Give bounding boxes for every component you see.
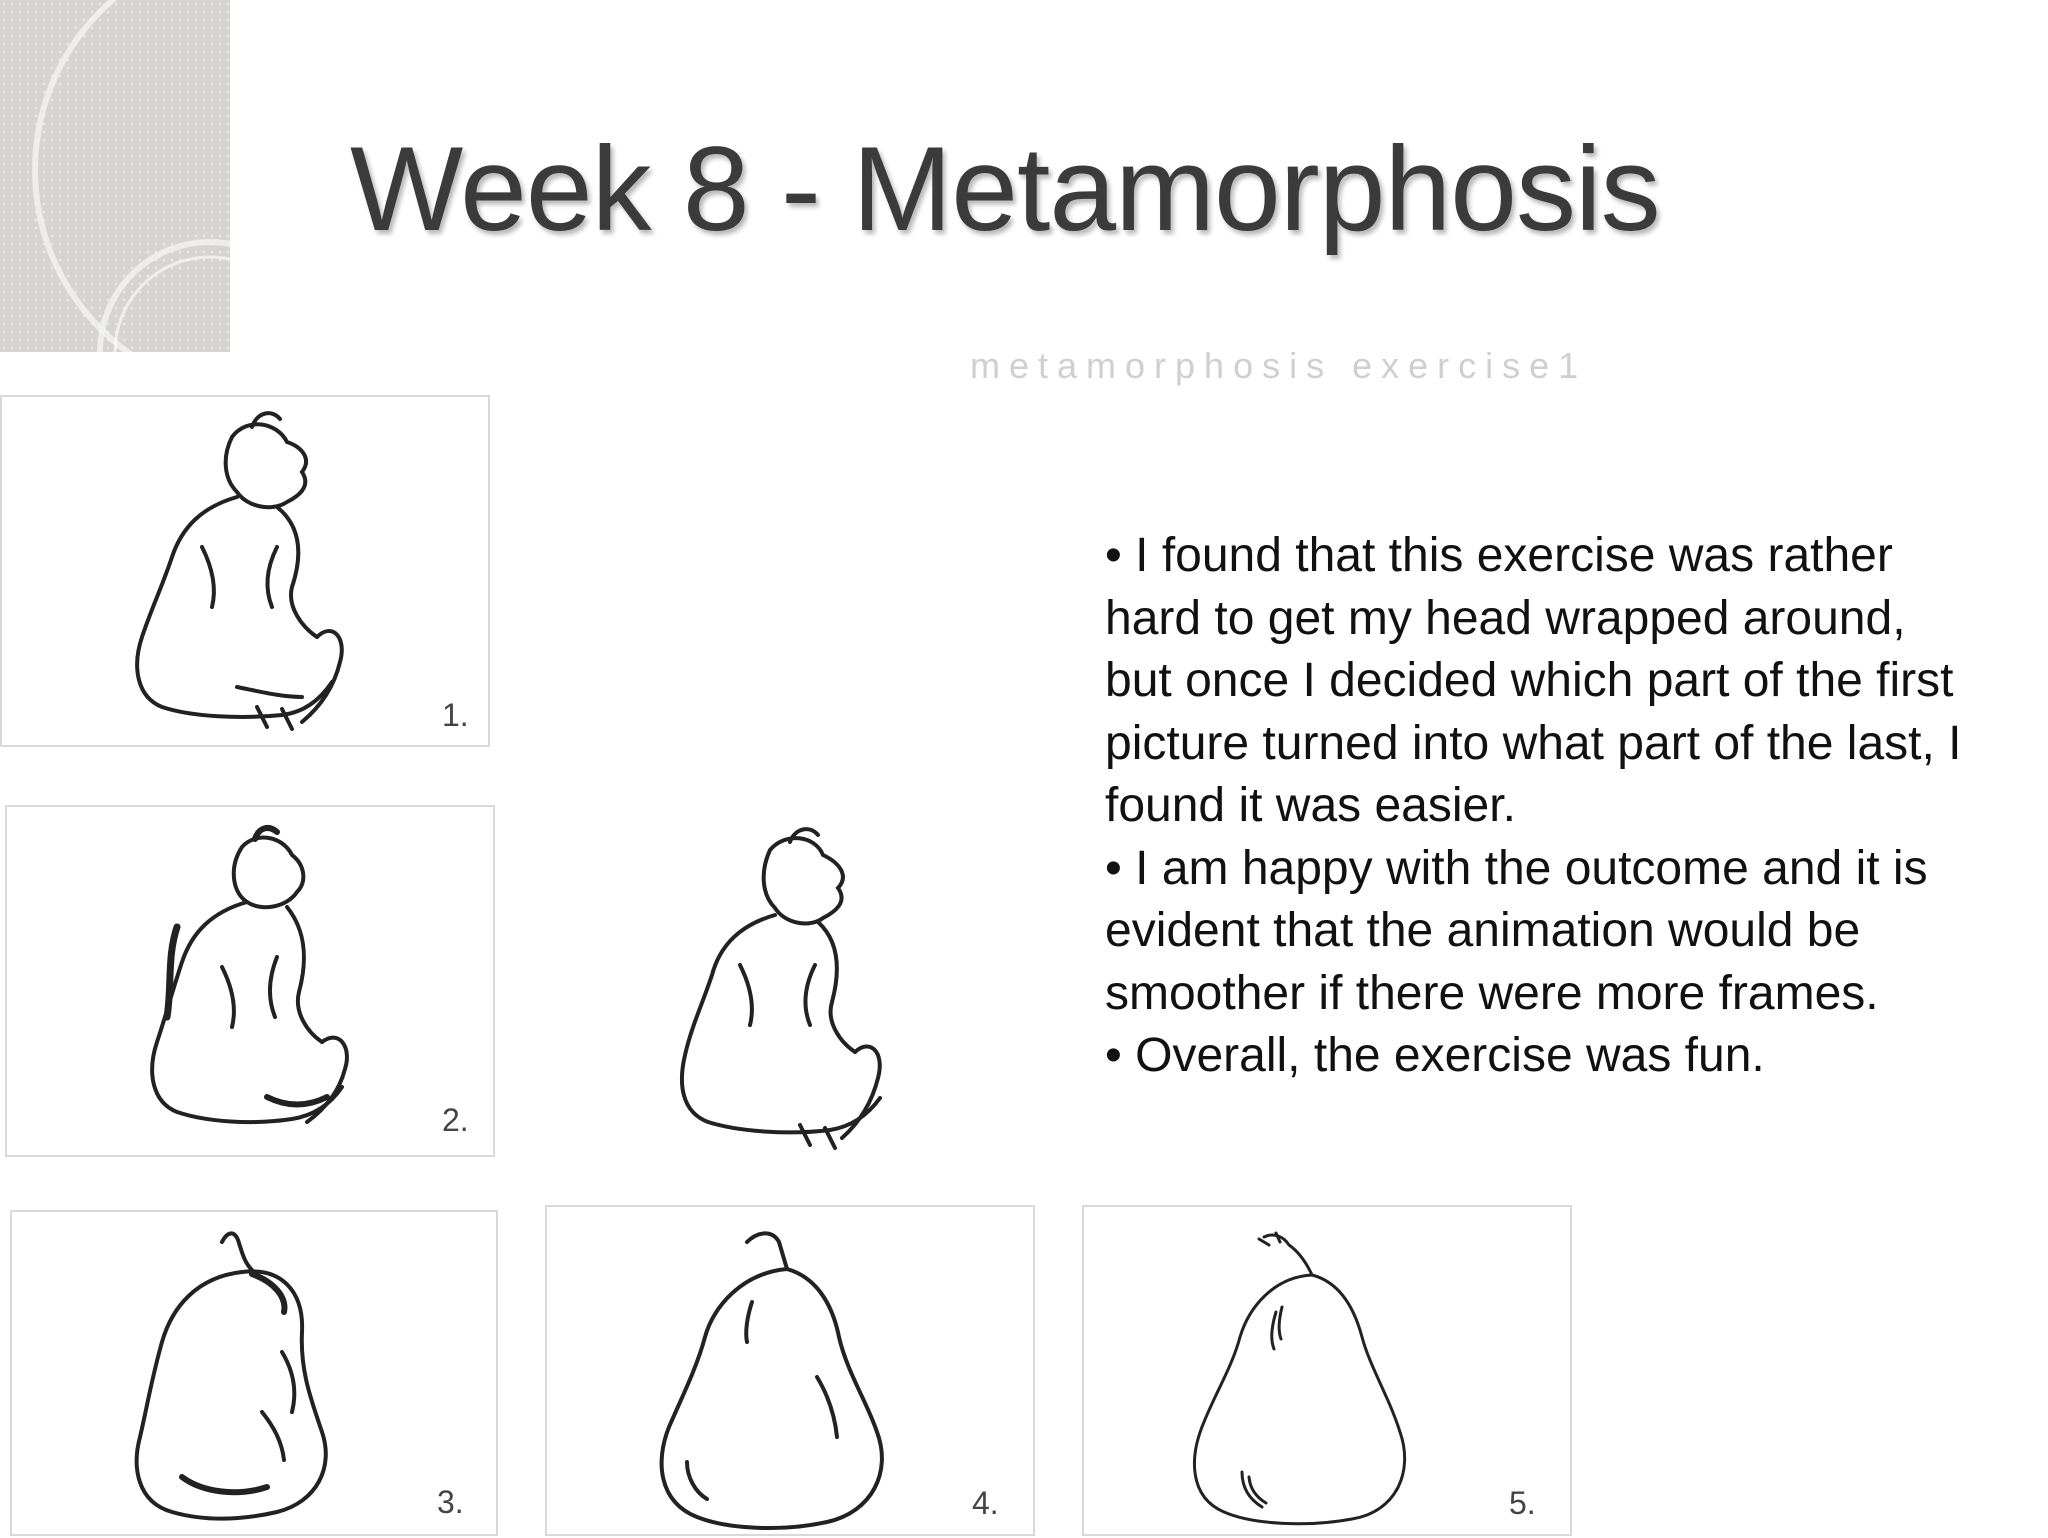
slide-title: Week 8 - Metamorphosis — [350, 122, 1660, 256]
frame-number-2: 2. — [442, 1102, 469, 1138]
frame-number-5: 5. — [1509, 1485, 1536, 1521]
frame-1 — [0, 395, 490, 747]
exercise-label: metamorphosis exercise1 — [970, 345, 1588, 386]
seated-figure-drawing — [7, 807, 497, 1159]
frame-3 — [10, 1210, 498, 1536]
figure-drawing-unframed — [660, 820, 920, 1160]
bullet-list — [1105, 525, 1965, 1088]
frame-5 — [1082, 1205, 1572, 1536]
bullet-item: • I found that this exercise was rather hard to get my head wrapped around, but once I decided which part of the first picture turned into what part of the last, I found it was easier. — [1105, 529, 1962, 832]
bullet-item: • Overall, the exercise was fun. — [1105, 1029, 1765, 1082]
pear-drawing — [547, 1207, 1037, 1538]
frame-2 — [5, 805, 495, 1157]
frame-4 — [545, 1205, 1035, 1536]
pear-drawing — [1084, 1207, 1574, 1538]
frame-number-4: 4. — [972, 1485, 999, 1521]
bullet-item: • I am happy with the outcome and it is evident that the animation would be smoother if there were more frames. — [1105, 841, 1928, 1020]
frame-number-1: 1. — [442, 697, 469, 733]
frame-number-3: 3. — [437, 1484, 464, 1520]
corner-decoration — [0, 0, 230, 352]
seated-figure-drawing — [2, 397, 492, 749]
figure-pear-blend-drawing — [12, 1212, 500, 1538]
